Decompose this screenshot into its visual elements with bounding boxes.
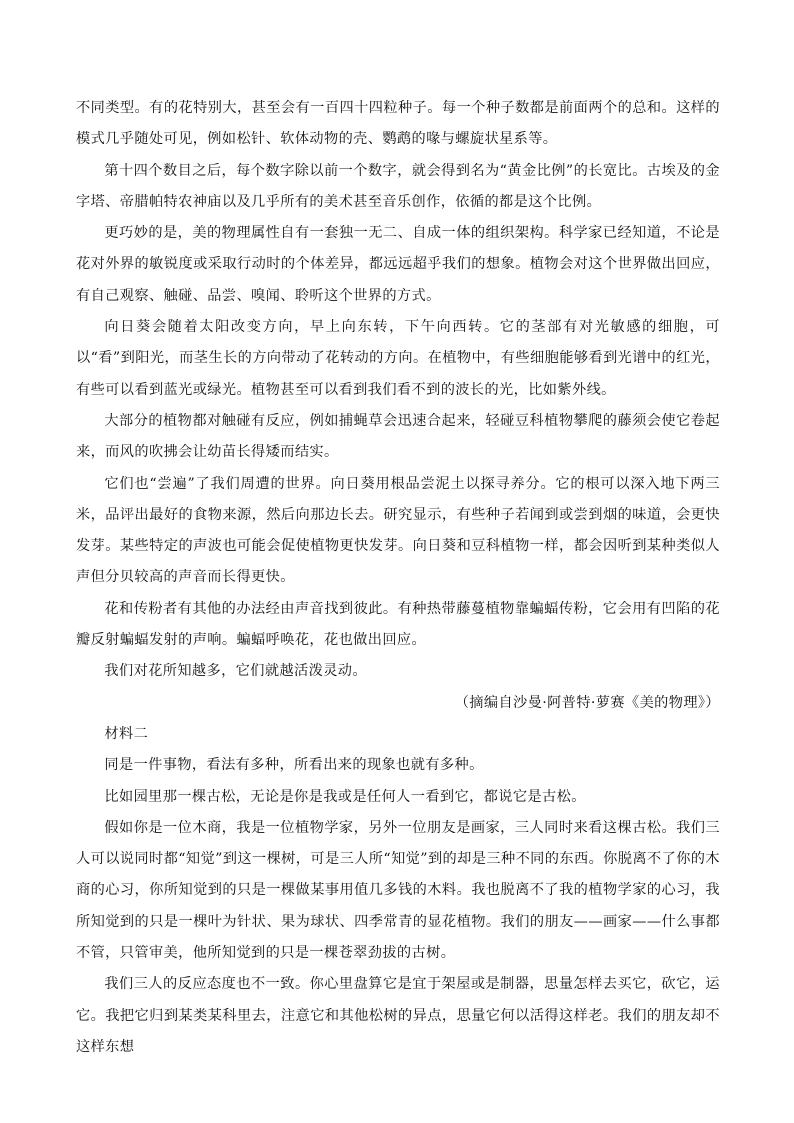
paragraph: 花和传粉者有其他的办法经由声音找到彼此。有种热带藤蔓植物靠蝙蝠传粉，它会用有凹陷的花瓣反射蝙蝠发射的声响。蝙蝠呼唤花，花也做出回应。 — [76, 600, 720, 649]
paragraph: 不同类型。有的花特别大，甚至会有一百四十四粒种子。每一个种子数都是前面两个的总和。这样的模式几乎随处可见，例如松针、软体动物的壳、鹦鹉的喙与螺旋状星系等。 — [76, 100, 720, 148]
paragraph: 我们三人的反应态度也不一致。你心里盘算它是宜于架屋或是制器，思量怎样去买它，砍它，运它。我把它归到某类某科里去，注意它和其他松树的异点，思量它何以活得这样老。我们的朋友却不这样东想 — [76, 976, 720, 1055]
paragraph: 向日葵会随着太阳改变方向，早上向东转，下午向西转。它的茎部有对光敏感的细胞，可以“看”到阳光，而茎生长的方向带动了花转动的方向。在植物中，有些细胞能够看到光谱中的红光，有些可以看到蓝光或绿光。植物甚至可以看到我们看不到的波长的光，比如紫外线。 — [76, 319, 720, 398]
paragraph: 同是一件事物，看法有多种，所看出来的现象也就有多种。 — [104, 757, 484, 774]
paragraph: 假如你是一位木商，我是一位植物学家，另外一位朋友是画家，三人同时来看这棵古松。我们三人可以说同时都“知觉”到这一棵树，可是三人所“知觉”到的却是三种不同的东西。你脱离不了你的木商的心习，你所知觉到的只是一棵做某事用值几多钱的木料。我也脱离不了我的植物学家的心习，我所知觉到的只是一棵叶为针状、果为球状、四季常青的显花植物。我们的朋友——画家——什么事都不管，只管审美，他所知觉到的只是一棵苍翠劲拔的古树。 — [76, 819, 720, 962]
paragraph: 比如园里那一棵古松，无论是你是我或是任何人一看到它，都说它是古松。 — [104, 788, 586, 805]
paragraph: 大部分的植物都对触碰有反应，例如捕蝇草会迅速合起来，轻碰豆科植物攀爬的藤须会使它卷起来，而风的吹拂会让幼苗长得矮而结实。 — [76, 412, 720, 461]
material-two-body — [76, 750, 720, 1063]
paragraph: 更巧妙的是，美的物理属性自有一套独一无二、自成一体的组织架构。科学家已经知道，不论是花对外界的敏锐度或采取行动时的个体差异，都远远超乎我们的想象。植物会对这个世界做出回应，有自己观察、触碰、品尝、嗅闻、聆听这个世界的方式。 — [76, 225, 720, 304]
material-two-heading: 材料二 — [104, 725, 149, 742]
paragraph: 第十四个数目之后，每个数字除以前一个数字，就会得到名为“黄金比例”的长宽比。古埃及的金字塔、帝腊帕特农神庙以及几乎所有的美术甚至音乐创作，依循的都是这个比例。 — [76, 162, 720, 210]
paragraph: 它们也“尝遍”了我们周遭的世界。向日葵用根品尝泥土以探寻养分。它的根可以深入地下两三米，品评出最好的食物来源，然后向那边长去。研究显示，有些种子若闻到或尝到烟的味道，会更快发芽。某些特定的声波也可能会促使植物更快发芽。向日葵和豆科植物一样，都会因听到某种类似人声但分贝较高的声音而长得更快。 — [76, 475, 720, 586]
paragraph: 我们对花所知越多，它们就越活泼灵动。 — [104, 663, 367, 680]
source-citation: （摘编自沙曼·阿普特·萝赛《美的物理》） — [454, 694, 720, 711]
material-one-body — [76, 93, 720, 688]
